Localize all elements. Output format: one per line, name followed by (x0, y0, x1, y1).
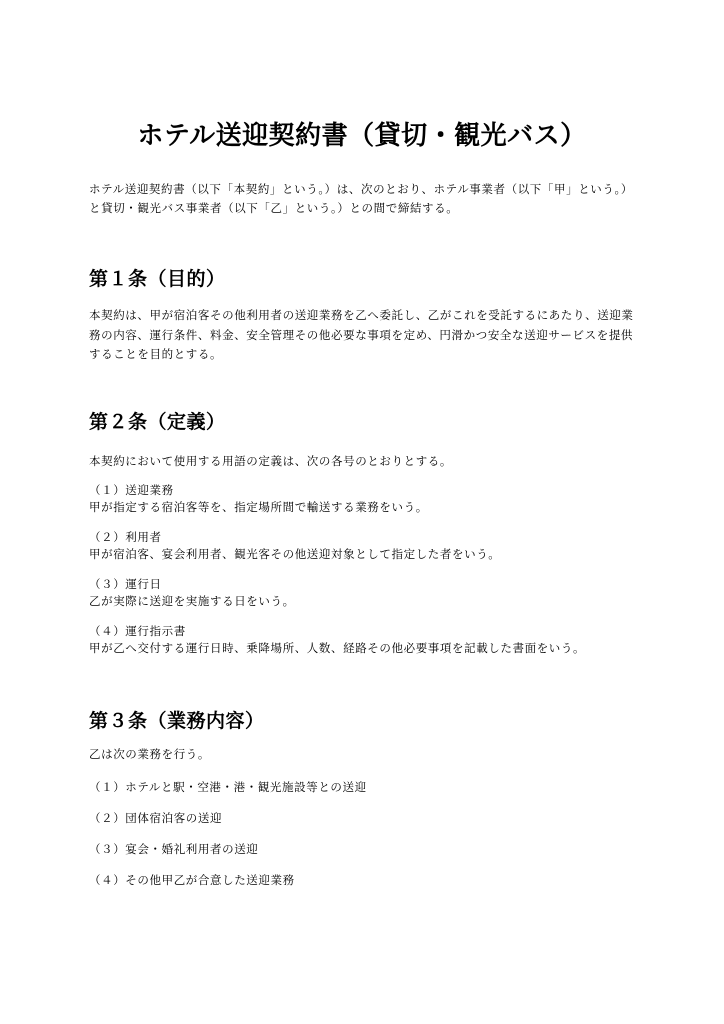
article-1-body: 本契約は、甲が宿泊客その他利用者の送迎業務を乙へ委託し、乙がこれを受託するにあたり、送迎業務の内容、運行条件、料金、安全管理その他必要な事項を定め、円滑かつ安全な送迎サービスを提供することを目的とする。 (89, 308, 634, 361)
definition-text: 甲が乙へ交付する運行日時、乗降場所、人数、経路その他必要事項を記載した書面をいう。 (89, 641, 586, 655)
definition-text: 乙が実際に送迎を実施する日をいう。 (89, 594, 295, 608)
article-3-lead: 乙は次の業務を行う。 (89, 747, 210, 761)
article-3-heading: 第３条（業務内容） (89, 710, 265, 732)
definition-term: （３）運行日 (89, 577, 162, 591)
article-2-heading: 第２条（定義） (89, 411, 226, 433)
definition-term: （２）利用者 (89, 530, 162, 544)
definition-text: 甲が指定する宿泊客等を、指定場所間で輸送する業務をいう。 (89, 500, 428, 514)
list-item: （２）団体宿泊客の送迎 (89, 811, 223, 825)
list-item: （１）ホテルと駅・空港・港・観光施設等との送迎 (89, 780, 367, 794)
article-2-lead: 本契約において使用する用語の定義は、次の各号のとおりとする。 (89, 454, 452, 468)
definition-term: （１）送迎業務 (89, 483, 174, 497)
definition-text: 甲が宿泊客、宴会利用者、観光客その他送迎対象として指定した者をいう。 (89, 547, 501, 561)
list-item: （３）宴会・婚礼利用者の送迎 (89, 842, 259, 856)
intro-paragraph: ホテル送迎契約書（以下「本契約」という。）は、次のとおり、ホテル事業者（以下「甲」という。）と貸切・観光バス事業者（以下「乙」という。）との間で締結する。 (89, 182, 633, 215)
article-1-heading: 第１条（目的） (89, 268, 226, 290)
document-title: ホテル送迎契約書（貸切・観光バス） (137, 121, 587, 151)
list-item: （４）その他甲乙が合意した送迎業務 (89, 873, 295, 887)
definition-term: （４）運行指示書 (89, 624, 186, 638)
